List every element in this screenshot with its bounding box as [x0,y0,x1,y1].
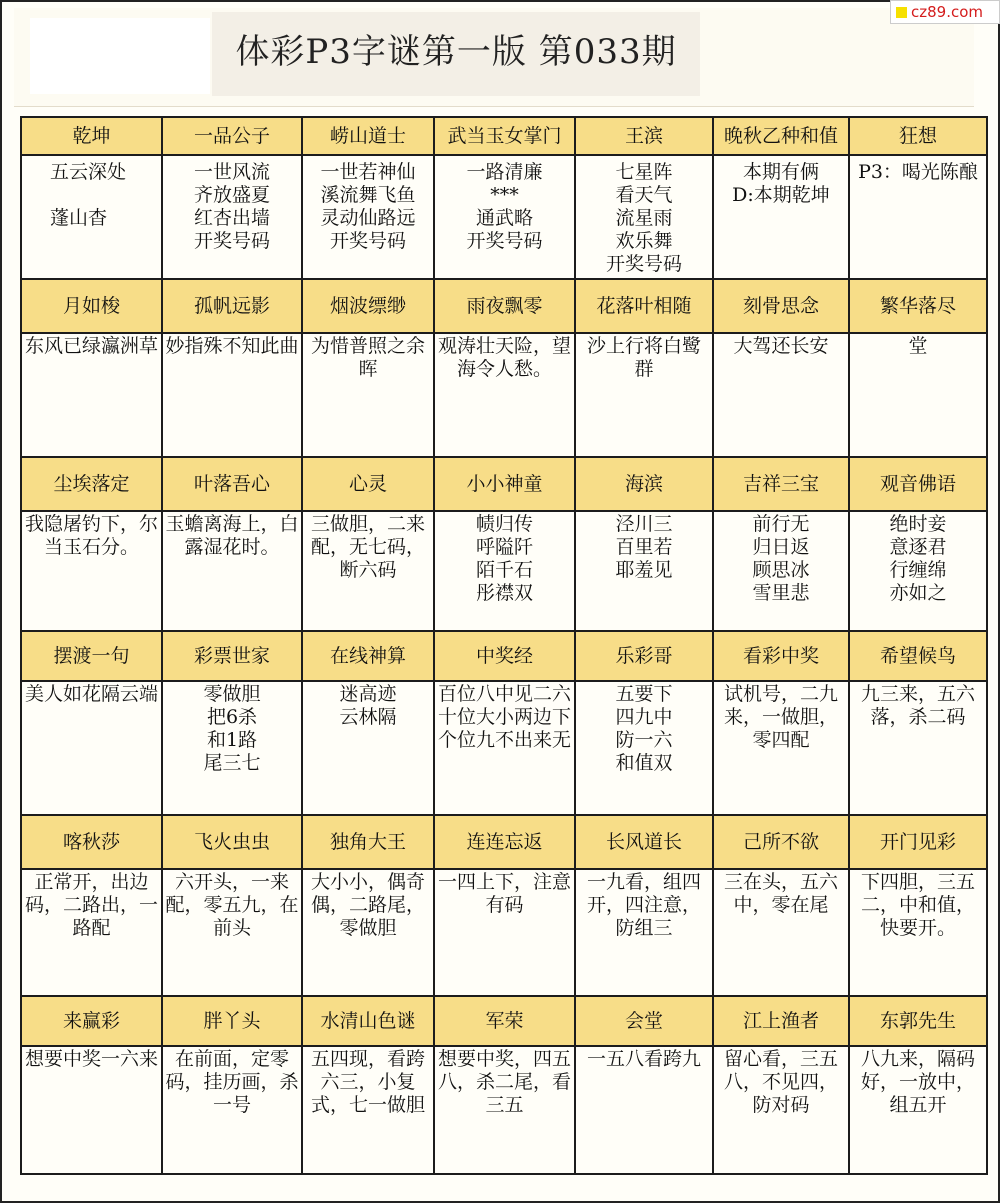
riddle-cell [575,155,713,279]
column-author-header: 来赢彩 [21,996,162,1046]
riddle-line: 一五八看跨九 [586,1048,701,1070]
riddle-line: 前行无 [752,513,810,535]
riddle-line: 蓬山杳 [50,207,108,229]
riddle-line: 美人如花隔云端 [24,683,158,705]
riddle-cell [713,155,849,279]
riddle-cell [434,155,575,279]
riddle-line: 和值双 [615,752,673,774]
riddle-cell [434,511,575,631]
riddle-cell [21,155,162,279]
riddle-cell [575,333,713,457]
header-blank-area [30,18,210,94]
riddle-line: 本期有俩 [742,161,819,183]
riddle-row [21,511,987,631]
riddle-cell [21,869,162,996]
riddle-line: 下四胆，三五二，中和值，快要开。 [860,871,975,939]
riddle-cell [849,333,987,457]
riddle-line: 七星阵 [615,161,673,183]
riddle-line: 尾三七 [203,752,261,774]
riddle-line: 开奖号码 [193,230,270,252]
column-author-header: 看彩中奖 [713,631,849,681]
riddle-line: 开奖号码 [329,230,406,252]
column-author-header: 在线神算 [302,631,434,681]
column-author-header: 烟波缥缈 [302,279,434,333]
header-row [21,117,987,155]
riddle-cell [21,511,162,631]
riddle-line: 帻归传 [475,513,533,535]
riddle-line: 归日返 [752,536,810,558]
column-author-header: 己所不欲 [713,815,849,869]
riddle-line: 绝时妾 [889,513,947,535]
riddle-line: 齐放盛夏 [193,184,270,206]
column-author-header: 观音佛语 [849,457,987,511]
riddle-cell [713,869,849,996]
column-author-header: 雨夜飘零 [434,279,575,333]
riddle-line: 泾川三 [615,513,673,535]
riddle-line: 通武略 [475,207,533,229]
column-author-header: 吉祥三宝 [713,457,849,511]
riddle-line: 灵动仙路远 [320,207,416,229]
column-author-header: 花落叶相随 [575,279,713,333]
riddle-cell [21,681,162,815]
riddle-line: 百位八中见二六 [437,683,571,705]
riddle-line: 欢乐舞 [615,230,673,252]
riddle-line: 和1路 [206,729,258,751]
riddle-line: 我隐屠钓下，尔当玉石分。 [24,513,158,558]
riddle-line: 呼隘阡 [475,536,533,558]
riddle-line: *** [490,184,519,206]
riddle-line: 想要中奖一六来 [24,1048,158,1070]
column-author-header: 飞火虫虫 [162,815,302,869]
riddle-line: 迷高迹 [339,683,397,705]
riddle-cell [302,155,434,279]
riddle-line: 留心看，三五八，不见四，防对码 [723,1048,838,1116]
column-author-header: 海滨 [575,457,713,511]
riddle-line: 流星雨 [615,207,673,229]
riddle-line: 大驾还长安 [733,335,829,357]
column-author-header: 乾坤 [21,117,162,155]
column-author-header: 崂山道士 [302,117,434,155]
riddle-line: 堂 [908,335,928,357]
header-row [21,815,987,869]
riddle-row [21,681,987,815]
riddle-line: 五要下 [615,683,673,705]
riddle-cell [849,681,987,815]
riddle-line: 红杏出墙 [193,207,270,229]
column-author-header: 小小神童 [434,457,575,511]
riddle-line: 一世风流 [193,161,270,183]
riddle-cell [575,1046,713,1174]
riddle-cell [302,869,434,996]
column-author-header: 摆渡一句 [21,631,162,681]
site-logo[interactable] [890,0,1000,24]
column-author-header: 开门见彩 [849,815,987,869]
riddle-cell [434,869,575,996]
riddle-line: 沙上行将白鹭群 [586,335,701,380]
riddle-line: 彤襟双 [475,582,533,604]
riddle-line: 云林隔 [339,706,397,728]
header-row [21,996,987,1046]
riddle-cell [434,333,575,457]
riddle-line: 为惜普照之余晖 [310,335,425,380]
riddle-line: P3：喝光陈酿 [858,161,978,183]
logo-text: cz89.com [911,3,984,21]
riddle-row [21,155,987,279]
riddle-cell [849,155,987,279]
header-row [21,631,987,681]
column-author-header: 一品公子 [162,117,302,155]
column-author-header: 武当玉女掌门 [434,117,575,155]
header-row [21,279,987,333]
riddle-cell [434,681,575,815]
column-author-header: 繁华落尽 [849,279,987,333]
riddle-cell [162,333,302,457]
riddle-table [20,116,988,1175]
riddle-line: 顾思冰 [752,559,810,581]
riddle-cell [162,511,302,631]
column-author-header: 孤帆远影 [162,279,302,333]
riddle-cell [162,155,302,279]
riddle-cell [302,681,434,815]
riddle-cell [302,511,434,631]
riddle-cell [713,511,849,631]
riddle-line: 一四上下，注意有码 [437,871,571,916]
column-author-header: 长风道长 [575,815,713,869]
column-author-header: 胖丫头 [162,996,302,1046]
riddle-line: 雪里悲 [752,582,810,604]
riddle-row [21,869,987,996]
column-author-header: 尘埃落定 [21,457,162,511]
riddle-cell [575,869,713,996]
riddle-cell [162,869,302,996]
riddle-line: 把6杀 [206,706,258,728]
riddle-line: 在前面，定零码，挂历画，杀一号 [165,1048,299,1116]
riddle-line: 零做胆 [203,683,261,705]
riddle-line: 妙指殊不知此曲 [165,335,299,357]
riddle-cell [302,1046,434,1174]
column-author-header: 乐彩哥 [575,631,713,681]
riddle-line: 东风已绿瀛洲草 [24,335,158,357]
column-author-header: 刻骨思念 [713,279,849,333]
riddle-line: 陌千石 [475,559,533,581]
logo-square-icon [896,7,907,18]
riddle-cell [713,681,849,815]
riddle-line: 亦如之 [889,582,947,604]
riddle-line: 八九来，隔码好，一放中，组五开 [860,1048,975,1116]
column-author-header: 东郭先生 [849,996,987,1046]
riddle-line: 百里若 [615,536,673,558]
riddle-line: 溪流舞飞鱼 [320,184,416,206]
riddle-line: 三做胆，二来配，无七码，断六码 [310,513,425,581]
riddle-line: 个位九不出来无 [437,729,571,751]
page-title: 体彩P3字谜第一版 第033期 [235,32,677,72]
riddle-cell [21,1046,162,1174]
riddle-line: 想要中奖，四五八，杀二尾，看三五 [437,1048,571,1116]
riddle-line: 防一六 [615,729,673,751]
riddle-row [21,333,987,457]
column-author-header: 江上渔者 [713,996,849,1046]
column-author-header: 会堂 [575,996,713,1046]
riddle-cell [162,1046,302,1174]
riddle-line: 一路清廉 [466,161,543,183]
column-author-header: 狂想 [849,117,987,155]
riddle-line: 五四现，看跨六三，小复式，七一做胆 [310,1048,425,1116]
riddle-line: 开奖号码 [466,230,543,252]
riddle-cell [575,681,713,815]
riddle-line: 行缠绵 [889,559,947,581]
column-author-header: 喀秋莎 [21,815,162,869]
column-author-header: 军荣 [434,996,575,1046]
column-author-header: 独角大王 [302,815,434,869]
riddle-line: 意逐君 [889,536,947,558]
riddle-cell [575,511,713,631]
riddle-line: 十位大小两边下 [437,706,571,728]
riddle-line: 一世若神仙 [320,161,416,183]
riddle-line: 正常开，出边码，二路出，一路配 [24,871,158,939]
riddle-cell [21,333,162,457]
riddle-line: 试机号，二九来，一做胆，零四配 [723,683,838,751]
riddle-cell [713,333,849,457]
riddle-cell [302,333,434,457]
riddle-line: 三在头，五六中，零在尾 [723,871,838,916]
riddle-line: 开奖号码 [605,253,682,275]
riddle-line: 观涛壮天险，望海令人愁。 [437,335,571,380]
column-author-header: 晚秋乙种和值 [713,117,849,155]
column-author-header: 叶落吾心 [162,457,302,511]
riddle-line: 一九看，组四开，四注意，防组三 [586,871,701,939]
riddle-cell [162,681,302,815]
riddle-line: 大小小，偶奇偶，二路尾，零做胆 [310,871,425,939]
riddle-line: 耶羞见 [615,559,673,581]
riddle-line: 五云深处 [50,161,127,183]
riddle-line: 玉蟾离海上，白露湿花时。 [165,513,299,558]
riddle-cell [849,869,987,996]
column-author-header: 希望候鸟 [849,631,987,681]
column-author-header: 水清山色谜 [302,996,434,1046]
riddle-line: 九三来，五六落，杀二码 [860,683,975,728]
riddle-line: 看天气 [615,184,673,206]
riddle-line: D:本期乾坤 [732,184,830,206]
riddle-cell [713,1046,849,1174]
riddle-line: 四九中 [615,706,673,728]
riddle-row [21,1046,987,1174]
header-row [21,457,987,511]
riddle-cell [434,1046,575,1174]
column-author-header: 心灵 [302,457,434,511]
riddle-cell [849,1046,987,1174]
riddle-cell [849,511,987,631]
riddle-line: 六开头，一来配，零五九，在前头 [165,871,299,939]
column-author-header: 彩票世家 [162,631,302,681]
column-author-header: 中奖经 [434,631,575,681]
column-author-header: 月如梭 [21,279,162,333]
column-author-header: 连连忘返 [434,815,575,869]
column-author-header: 王滨 [575,117,713,155]
